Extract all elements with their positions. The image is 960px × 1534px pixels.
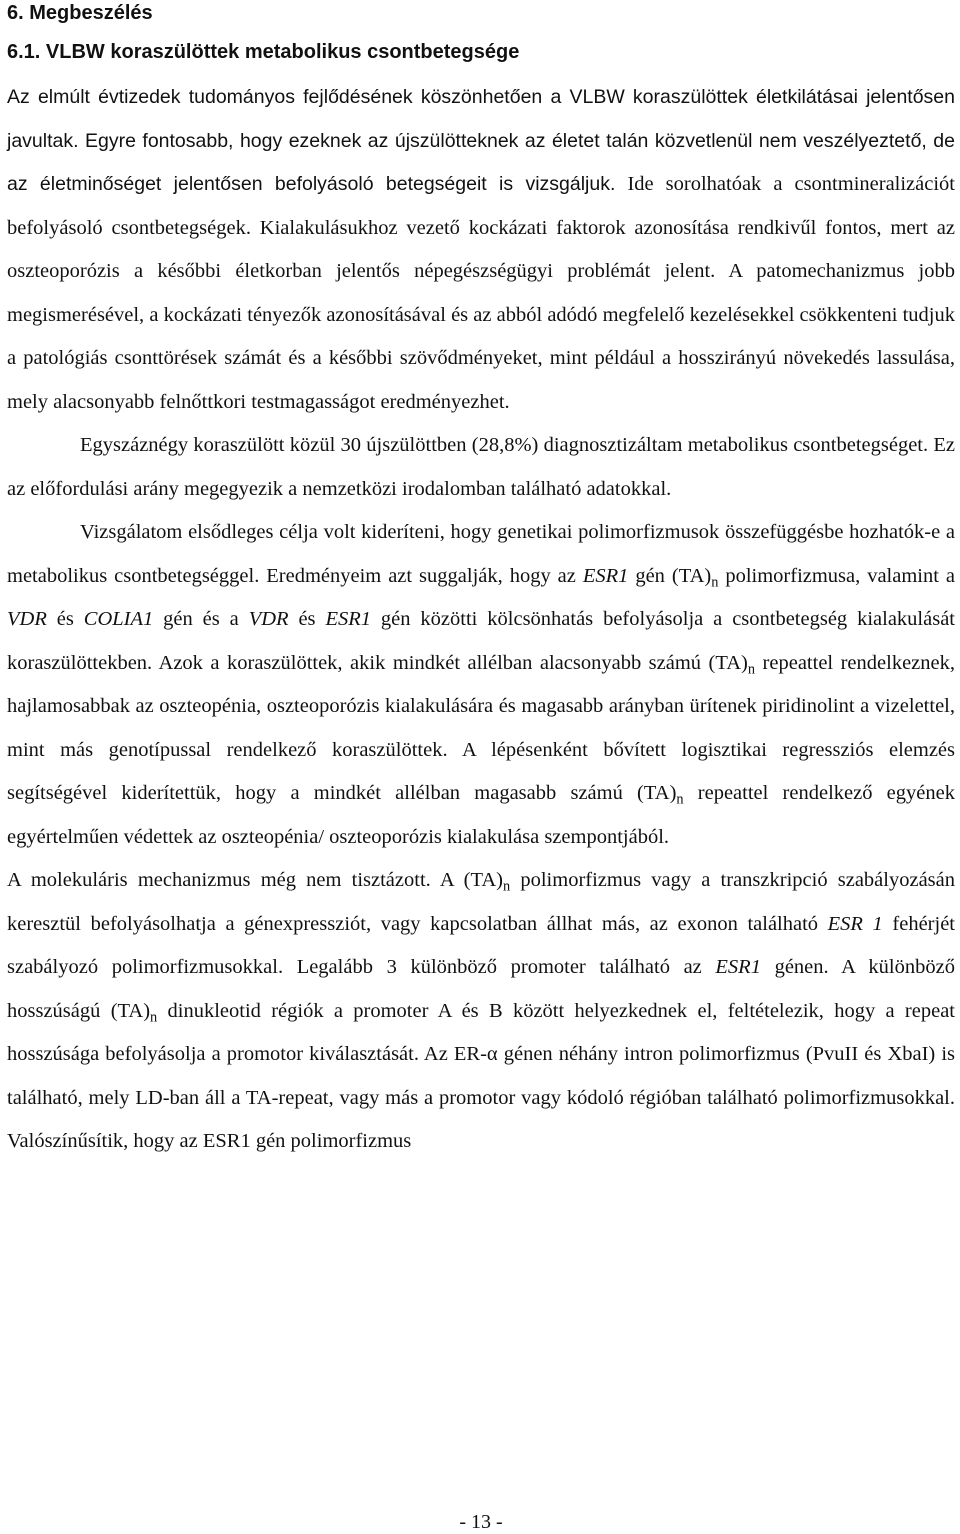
gene-name-vdr: VDR xyxy=(7,608,47,630)
page-number: - 13 - xyxy=(459,1511,503,1533)
paragraph-4-text-d: génen. A különböző hosszúságú (TA) xyxy=(7,956,955,1022)
gene-name-vdr: VDR xyxy=(248,608,289,630)
paragraph-3-text-b: gén (TA) xyxy=(628,564,712,587)
subscript-n: n xyxy=(150,1008,158,1025)
paragraph-3-text-e: gén és a xyxy=(153,608,249,630)
gene-name-esr1: ESR1 xyxy=(582,564,629,587)
subscript-n: n xyxy=(747,660,756,677)
paragraph-1-part-1: Az elmúlt évtizedek tudományos fejlődésének köszönhetően a VLBW koraszülöttek életkilátásai jelentősen javultak. Egyre fontosabb, hogy ezeknek az újszülötteknek az életet talán közvetlenül nem veszélyeztető, de az életminőséget jelentősen befolyásoló betegségeit is vizsgáljuk. xyxy=(7,86,955,195)
section-heading: 6.1. VLBW koraszülöttek metabolikus csontbetegsége xyxy=(7,41,520,63)
paragraph-4-text-b: polimorfizmus vagy a transzkripció szabályozásán keresztül befolyásolhatja a génexpressziót, vagy kapcsolatban állhat más, az exonon található xyxy=(7,869,955,935)
subscript-n: n xyxy=(503,878,511,895)
subscript-n: n xyxy=(711,573,719,590)
paragraph-4-text-e: dinukleotid régiók a promoter A és B között helyezkednek el, feltételezik, hogy a repeat hosszúsága befolyásolja a promotor kiválasztását. Az ER-α génen néhány intron polimorfizmus (PvuII és XbaI) is található, mely LD-ban áll a TA-repeat, vagy más a promotor vagy kódoló régióban található polimorfizmusokkal. Valószínűsítik, hogy az ESR1 gén polimorfizmus xyxy=(7,999,955,1152)
gene-name-esr1: ESR1 xyxy=(325,608,371,630)
gene-name-esr1: ESR1 xyxy=(715,956,761,978)
paragraph-3-text-a: Vizsgálatom elsődleges célja volt kideríteni, hogy genetikai polimorfizmusok összefüggésbe hozhatók-e a metabolikus csontbetegséggel. Eredményeim azt suggalják, hogy az xyxy=(7,521,955,587)
paragraph-3 xyxy=(7,511,955,859)
paragraph-3-text-c: polimorfizmusa, valamint a xyxy=(718,564,955,587)
body-text xyxy=(7,76,955,1164)
paragraph-4-text-a: A molekuláris mechanizmus még nem tisztázott. A (TA) xyxy=(7,869,504,891)
paragraph-4 xyxy=(7,859,955,1164)
chapter-heading: 6. Megbeszélés xyxy=(7,2,153,24)
paragraph-1-part-2: Ide sorolhatóak a csontmineralizációt befolyásoló csontbetegségek. Kialakulásukhoz vezető kockázati faktorok azonosítása rendkivűl fontos, mert az oszteoporózis a későbbi életkorban jelentős népegészségügyi problémát jelent. A patomechanizmus jobb megismerésével, a kockázati tényezők azonosításával és az abból adódó megfelelő kezelésekkel csökkenteni tudjuk a patológiás csonttörések számát és a későbbi szövődményeket, mint például a hosszirányú növekedés lassulása, mely alacsonyabb felnőttkori testmagasságot eredményezhet. xyxy=(7,173,955,413)
paragraph-2: Egyszáznégy koraszülött közül 30 újszülöttben (28,8%) diagnosztizáltam metabolikus csontbetegséget. Ez az előfordulási arány megegyezik a nemzetközi irodalomban található adatokkal. xyxy=(7,434,955,500)
subscript-n: n xyxy=(676,791,684,808)
gene-name-esr-1: ESR 1 xyxy=(827,912,883,935)
paragraph-3-text-i: repeattel rendelkező egyének egyértelműen védettek az oszteopénia/ oszteoporózis kialakulása szempontjából. xyxy=(7,782,955,848)
paragraph-3-text-h: repeattel rendelkeznek, hajlamosabbak az oszteopénia, oszteoporózis kialakulására és magasabb arányban ürítenek piridinolint a vizelettel, mint más genotípussal rendelkező koraszülöttek. A lépésenként bővített logisztikai regressziós elemzés segítségével kiderítettük, hogy a mindkét allélban magasabb számú (TA) xyxy=(7,651,955,804)
paragraph-3-text-f: és xyxy=(288,608,326,630)
paragraph-1 xyxy=(7,76,955,424)
gene-name-colia1: COLIA1 xyxy=(83,608,154,630)
paragraph-3-text-d: és xyxy=(46,608,84,630)
paragraph-4-text-c: fehérjét szabályozó polimorfizmusokkal. Legalább 3 különböző promoter található az xyxy=(7,912,955,978)
paragraph-3-text-g: gén közötti kölcsönhatás befolyásolja a csontbetegség kialakulását koraszülöttekben. Azok a koraszülöttek, akik mindkét allélban alacsonyabb számú (TA) xyxy=(7,608,955,674)
